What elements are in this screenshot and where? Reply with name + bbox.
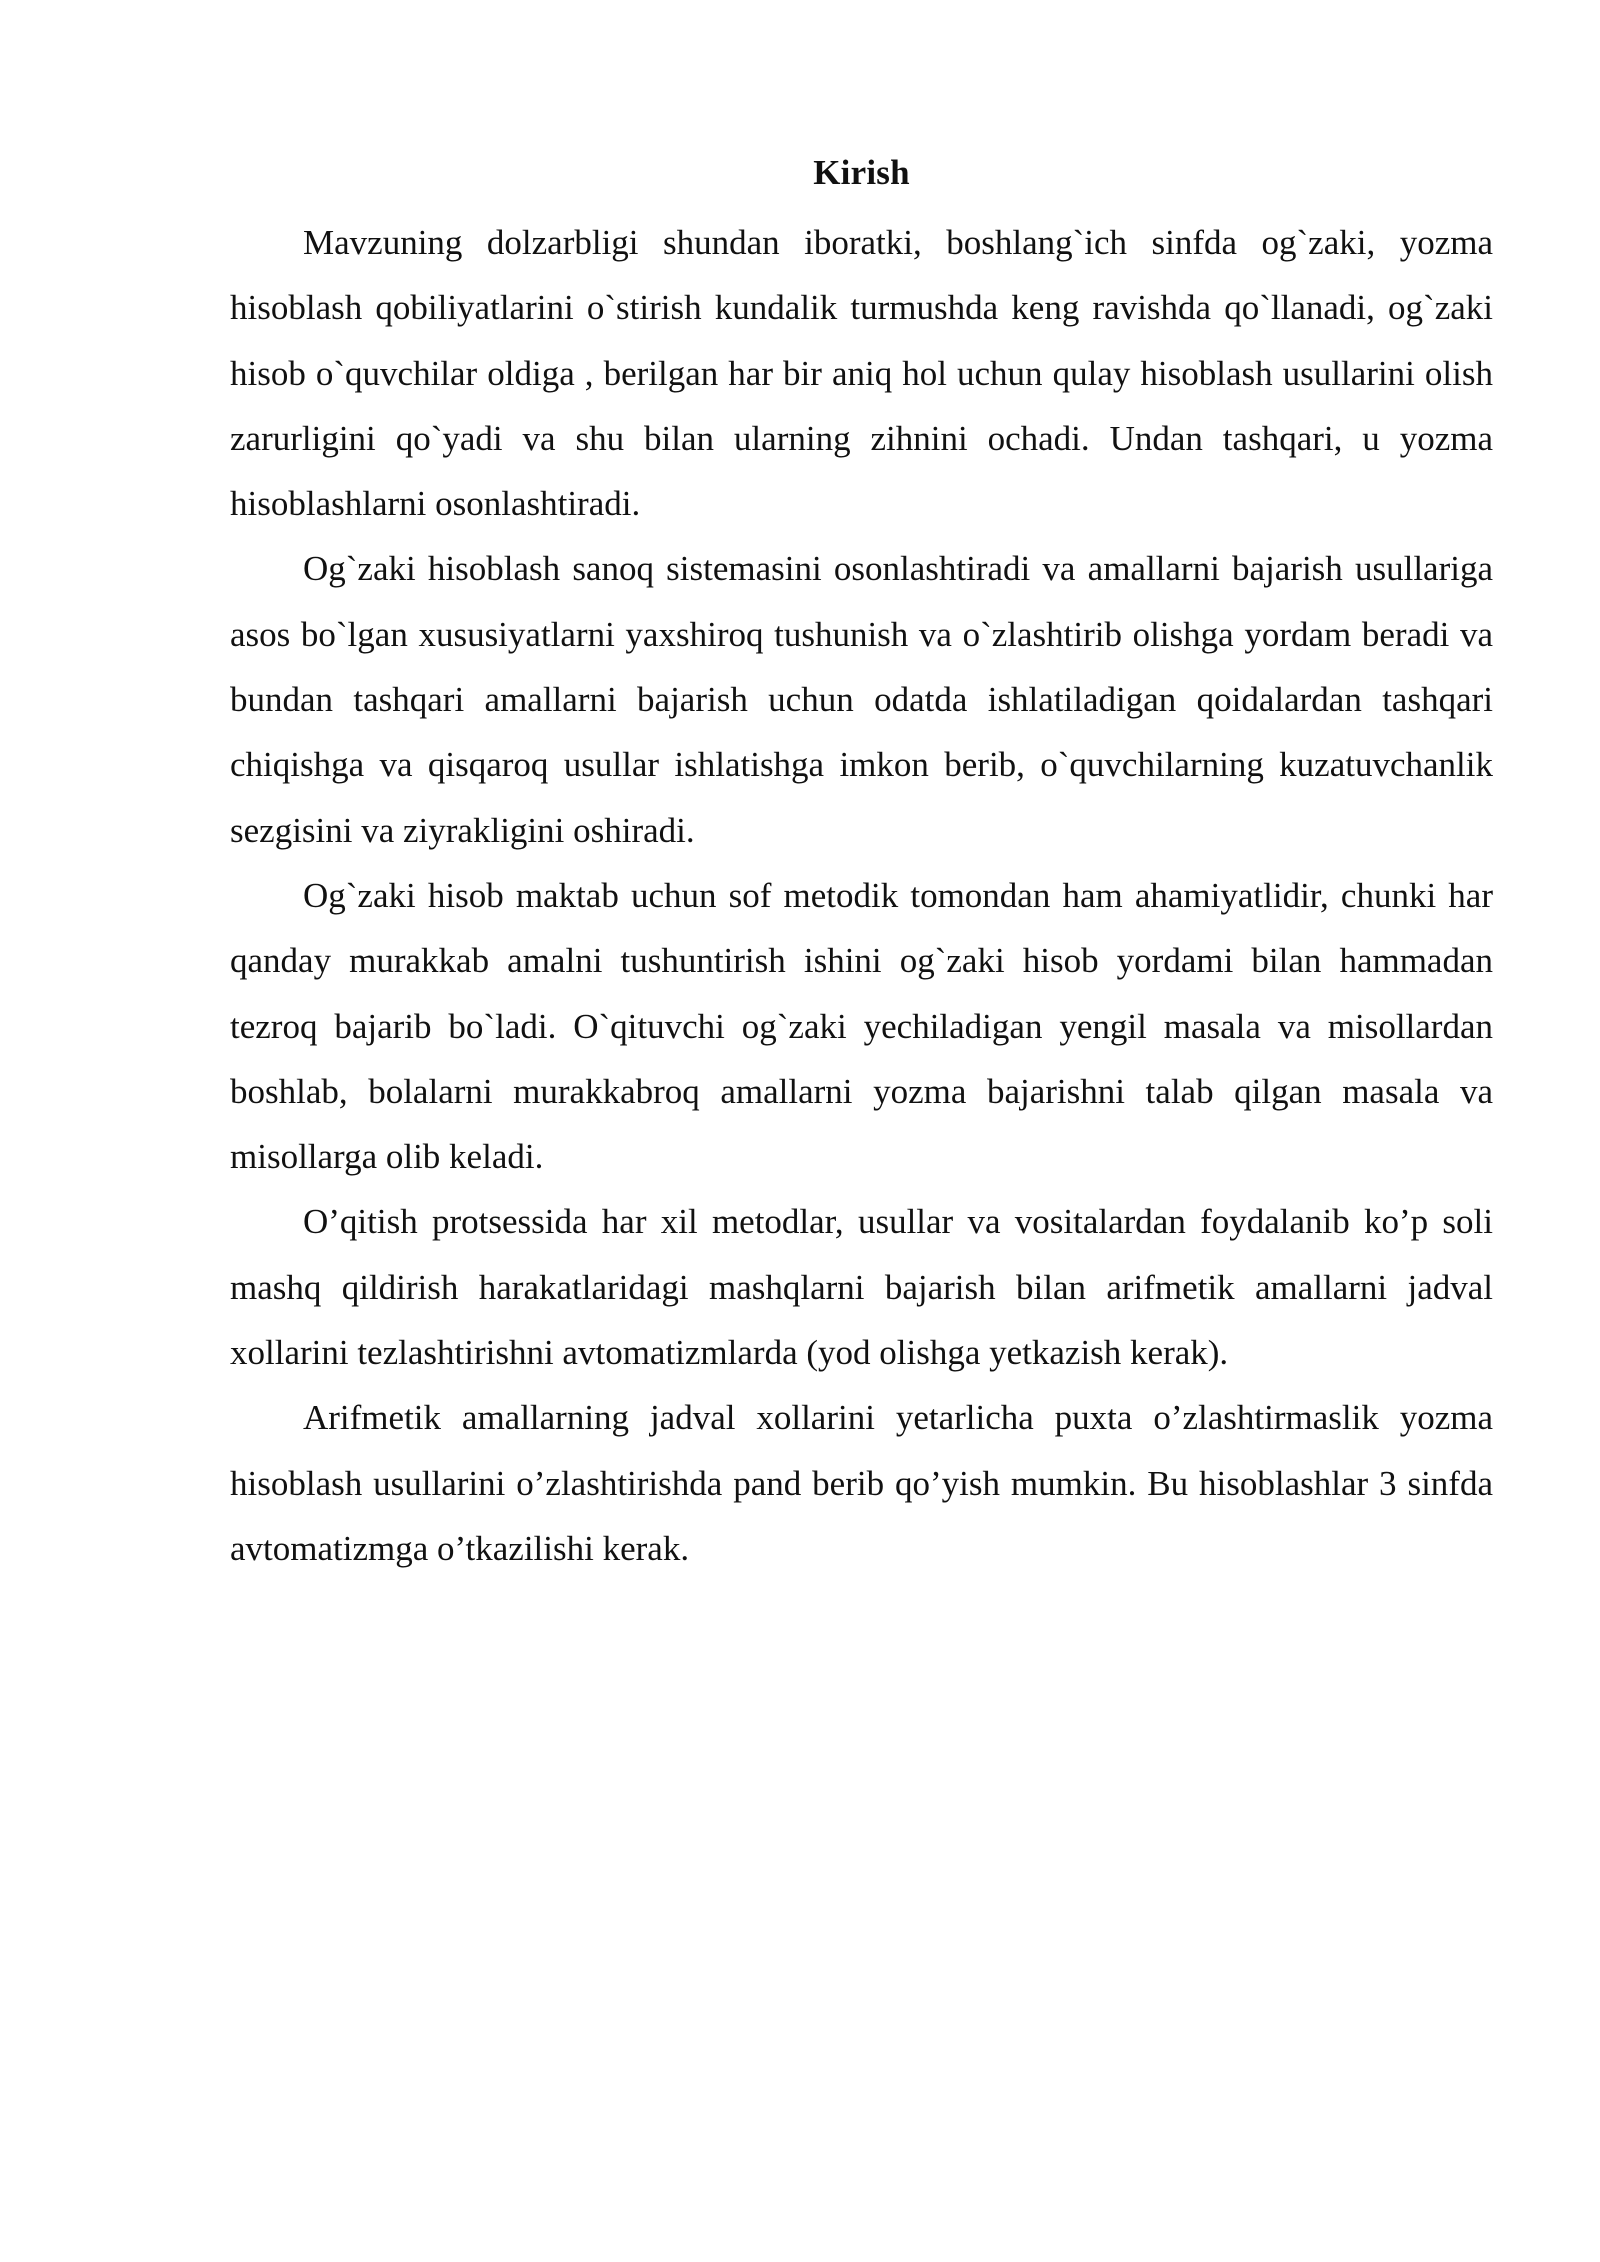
paragraph-4: O’qitish protsessida har xil metodlar, usullar va vositalardan foydalanib ko’p soli mashq qildirish harakatlaridagi mashqlarni bajarish bilan arifmetik amallarni jadval xollarini tezlashtirishni avtomatizmlarda (yod olishga yetkazish kerak).	[230, 1202, 1493, 1373]
paragraph-2: Og`zaki hisoblash sanoq sistemasini osonlashtiradi va amallarni bajarish usullariga asos bo`lgan xususiyatlarni yaxshiroq tushunish va o`zlashtirib olishga yordam beradi va bundan tashqari amallarni bajarish uchun odatda ishlatiladigan qoidalardan tashqari chiqishga va qisqaroq usullar ishlatishga imkon berib, o`quvchilarning kuzatuvchanlik sezgisini va ziyrakligini oshiradi.	[230, 549, 1493, 850]
page-title: Kirish	[813, 153, 910, 192]
paragraph-3: Og`zaki hisob maktab uchun sof metodik tomondan ham ahamiyatlidir, chunki har qanday murakkab amalni tushuntirish ishini og`zaki hisob yordami bilan hammadan tezroq bajarib bo`ladi. O`qituvchi og`zaki yechiladigan yengil masala va misollardan boshlab, bolalarni murakkabroq amallarni yozma bajarishni talab qilgan masala va misollarga olib keladi.	[230, 875, 1493, 1177]
paragraph-1: Mavzuning dolzarbligi shundan iboratki, boshlang`ich sinfda og`zaki, yozma hisoblash qobiliyatlarini o`stirish kundalik turmushda keng ravishda qo`llanadi, og`zaki hisob o`quvchilar oldiga , berilgan har bir aniq hol uchun qulay hisoblash usullarini olish zarurligini qo`yadi va shu bilan ularning zihnini ochadi. Undan tashqari, u yozma hisoblashlarni osonlashtiradi.	[230, 223, 1493, 524]
paragraph-5: Arifmetik amallarning jadval xollarini yetarlicha puxta o’zlashtirmaslik yozma hisoblash usullarini o’zlashtirishda pand berib qo’yish mumkin. Bu hisoblashlar 3 sinfda avtomatizmga o’tkazilishi kerak.	[230, 1398, 1493, 1568]
page-content	[230, 146, 1493, 1581]
